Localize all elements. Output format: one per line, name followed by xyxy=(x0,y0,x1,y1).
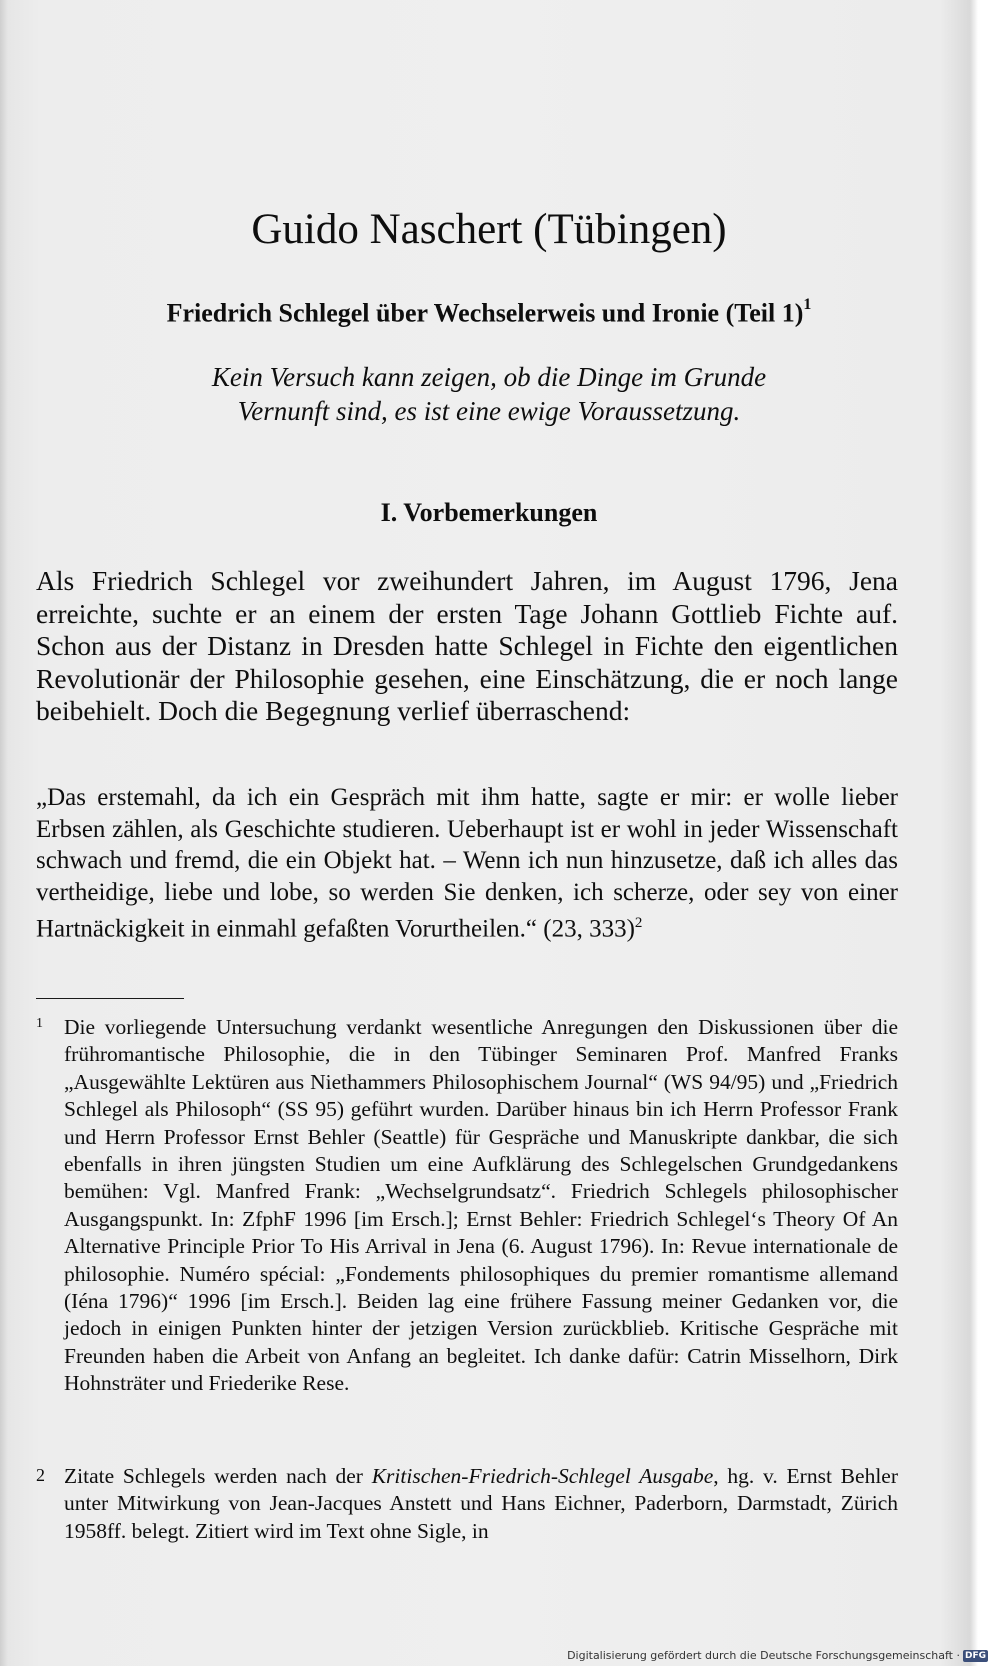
footnote-ref-2: 2 xyxy=(634,915,643,931)
footnote-ref-1: 1 xyxy=(803,296,812,313)
block-quote xyxy=(36,782,898,945)
author-heading: Guido Naschert (Tübingen) xyxy=(251,206,727,253)
body-paragraph: Als Friedrich Schlegel vor zweihundert Jahren, im August 1796, Jena erreichte, suchte er an einem der ersten Tage Johann Gottlieb Fichte auf. Schon aus der Distanz in Dresden hatte Schlegel in Fichte den eigentlichen Revolutionär der Philosophie gesehen, eine Einschätzung, die er noch lange beibehielt. Doch die Begegnung verlief überraschend: xyxy=(36,565,898,726)
footnote-2 xyxy=(36,1463,898,1545)
article-title-text: Friedrich Schlegel über Wechselerweis und Ironie (Teil 1) xyxy=(166,298,804,328)
footnote-number: 2 xyxy=(36,1465,45,1485)
footnote-number: 1 xyxy=(36,1016,43,1031)
credit-text: Digitalisierung gefördert durch die Deutsche Forschungsgemeinschaft · xyxy=(567,1649,960,1662)
dfg-logo: DFG xyxy=(964,1651,986,1661)
epigraph-line-2: Vernunft sind, es ist eine ewige Voraussetzung. xyxy=(237,396,741,426)
epigraph xyxy=(0,360,978,428)
footnote-1 xyxy=(36,1014,898,1398)
section-heading: I. Vorbemerkungen xyxy=(380,498,598,527)
footnote-separator xyxy=(36,998,184,999)
footnote-text-start: Zitate Schlegels werden nach der xyxy=(64,1464,372,1488)
article-title xyxy=(0,292,978,330)
digitization-credit xyxy=(567,1648,988,1664)
scan-margin xyxy=(978,0,1000,1666)
edition-title: Kritischen-Friedrich-Schlegel Ausgabe xyxy=(371,1464,714,1488)
block-quote-text: „Das erstemahl, da ich ein Gespräch mit ihm hatte, sagte er mir: er wolle lieber Erbsen zählen, als Geschichte studieren. Ueberhaupt ist er wohl in jeder Wissenschaft schwach und fremd, die ein Objekt hat. – Wenn ich nun hinzusetze, daß ich alles das vertheidige, liebe und lobe, so werden Sie denken, ich scherze, oder sey von einer Hartnäckigkeit in einmahl gefaßten Vorurtheilen.“ (23, 333) xyxy=(36,784,898,943)
footnote-text: Die vorliegende Untersuchung verdankt wesentliche Anregungen den Diskussionen über die frühromantische Philosophie, die in den Tübinger Seminaren Prof. Manfred Franks „Ausgewählte Lektüren aus Niethammers Philosophischem Journal“ (WS 94/95) und „Friedrich Schlegel als Philosoph“ (SS 95) geführt wurden. Darüber hinaus bin ich Herrn Professor Frank und Herrn Professor Ernst Behler (Seattle) für Gespräche und Manuskripte dankbar, die sich ebenfalls in ihren jüngsten Studien um eine Aufklärung des Schlegelschen Grundgedankens bemühen: Vgl. Manfred Frank: „Wechselgrundsatz“. Friedrich Schlegels philosophischer Ausgangspunkt. In: ZfphF 1996 [im Ersch.]; Ernst Behler: Friedrich Schlegel‘s Theory Of An Alternative Principle Prior To His Arrival in Jena (6. August 1796). In: Revue internationale de philosophie. Numéro spécial: „Fondements philosophiques du premier romantisme allemand (Iéna 1796)“ 1996 [im Ersch.]. Beiden lag eine frühere Fassung meiner Gedanken vor, die jedoch in einigen Punkten hinter der jetzigen Version zurückblieb. Kritische Gespräche mit Freunden haben die Arbeit von Anfang an begleitet. Ich danke dafür: Catrin Misselhorn, Dirk Hohnsträter und Friederike Rese. xyxy=(64,1015,898,1396)
footnote-text-end: , hg. v. Ernst Behler unter Mitwirkung von Jean-Jacques Anstett und Hans Eichner, Paderborn, Darmstadt, Zürich 1958ff. belegt. Zitiert wird im Text ohne Sigle, in xyxy=(64,1464,898,1543)
footnote-text xyxy=(64,1463,898,1545)
epigraph-line-1: Kein Versuch kann zeigen, ob die Dinge im Grunde xyxy=(211,362,767,392)
